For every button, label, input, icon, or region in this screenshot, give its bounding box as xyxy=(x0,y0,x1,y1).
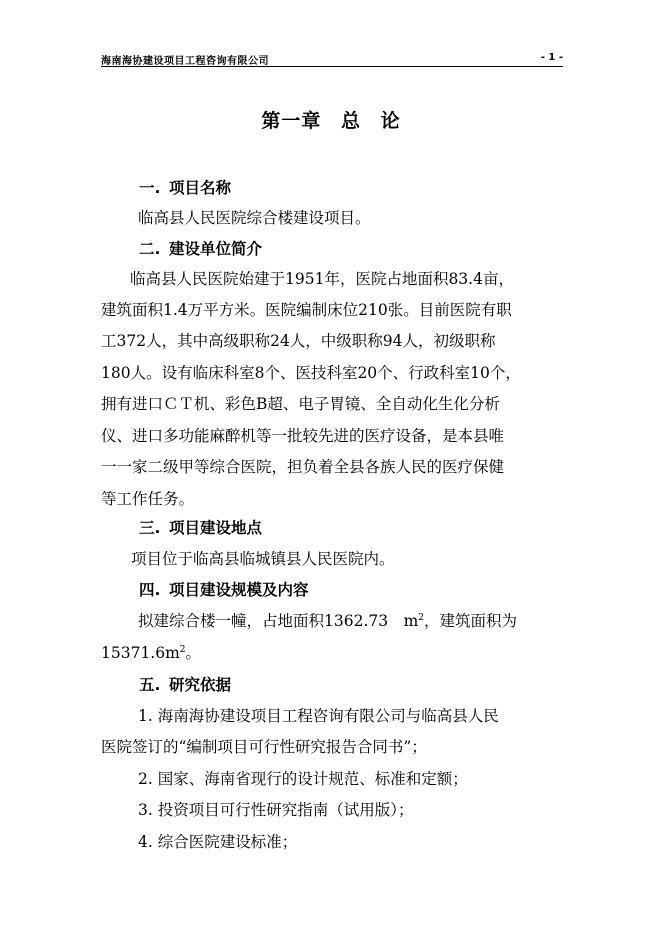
section-number: 五. xyxy=(139,676,161,694)
paragraph-line: 3. 投资项目可行性研究指南（试用版）； xyxy=(138,801,414,819)
paragraph-line: 一一家二级甲等综合医院，担负着全县各族人民的医疗保健 xyxy=(101,458,505,476)
paragraph-line: 4. 综合医院建设标准； xyxy=(138,833,298,851)
section-title: 项目名称 xyxy=(169,179,232,197)
line-text: 15371.6m xyxy=(101,644,180,662)
section-heading-2 xyxy=(139,237,262,259)
line-text: 拟建综合楼一幢，占地面积1362.73 m xyxy=(138,612,419,630)
section-number: 三. xyxy=(139,519,161,537)
line-suffix: ，建筑面积为 xyxy=(424,612,518,630)
paragraph-line: 临高县人民医院综合楼建设项目。 xyxy=(138,209,371,227)
section-number: 二. xyxy=(139,240,161,258)
section-heading-3 xyxy=(139,516,262,538)
section-number: 一. xyxy=(139,179,161,197)
superscript: 2 xyxy=(179,644,186,655)
superscript: 2 xyxy=(418,612,425,623)
section-title: 项目建设地点 xyxy=(169,519,263,537)
paragraph-line: 项目位于临高县临城镇县人民医院内。 xyxy=(131,550,395,568)
paragraph-line xyxy=(101,641,201,663)
section-heading-5 xyxy=(139,673,231,695)
chapter-title: 第一章 总 论 xyxy=(261,110,401,132)
section-heading-1 xyxy=(139,176,231,198)
line-suffix: 。 xyxy=(185,644,202,662)
paragraph-line: 临高县人民医院始建于1951年，医院占地面积83.4亩， xyxy=(130,270,514,288)
section-title: 研究依据 xyxy=(169,676,232,694)
paragraph-line: 等工作任务。 xyxy=(101,490,195,508)
paragraph-line xyxy=(138,609,517,631)
section-title: 项目建设规模及内容 xyxy=(169,581,309,599)
section-heading-4 xyxy=(139,578,309,600)
paragraph-line: 工372人，其中高级职称24人，中级职称94人，初级职称 xyxy=(101,332,496,350)
paragraph-line: 拥有进口ＣＴ机、彩色B超、电子胃镜、全自动化生化分析 xyxy=(101,395,500,413)
page-header xyxy=(101,52,563,67)
section-title: 建设单位简介 xyxy=(169,240,263,258)
paragraph-line: 仪、进口多功能麻醉机等一批较先进的医疗设备，是本县唯 xyxy=(101,427,505,445)
company-name: 海南海协建设项目工程咨询有限公司 xyxy=(101,56,269,67)
paragraph-line: 建筑面积1.4万平方米。医院编制床位210张。目前医院有职 xyxy=(101,301,512,319)
paragraph-line: 2. 国家、海南省现行的设计规范、标准和定额； xyxy=(138,770,468,788)
page-number: - 1 - xyxy=(540,52,563,63)
paragraph-line: 180人。设有临床科室8个、医技科室20个、行政科室10个， xyxy=(101,364,521,382)
paragraph-line: 1. 海南海协建设项目工程咨询有限公司与临高县人民 xyxy=(138,707,499,725)
paragraph-line: 医院签订的“编制项目可行性研究报告合同书”； xyxy=(101,738,427,756)
section-number: 四. xyxy=(139,581,161,599)
